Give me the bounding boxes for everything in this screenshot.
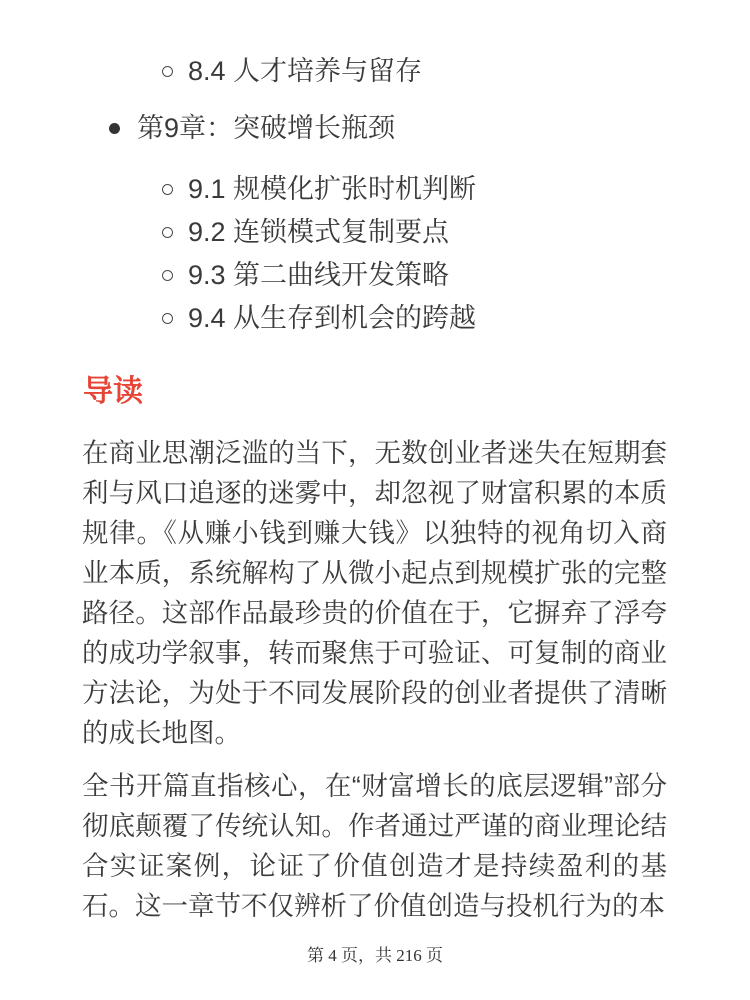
toc-item (0, 168, 750, 211)
intro-paragraph: 在商业思潮泛滥的当下，无数创业者迷失在短期套利与风口追逐的迷雾中，却忽视了财富积累的本质规律。《从赚小钱到赚大钱》以独特的视角切入商业本质，系统解构了从微小起点到规模扩张的完整路径。这部作品最珍贵的价值在于，它摒弃了浮夸的成功学叙事，转而聚焦于可验证、可复制的商业方法论，为处于不同发展阶段的创业者提供了清晰的成长地图。 (82, 438, 667, 748)
toc-item-label: 9.4 从生存到机会的跨越 (188, 303, 477, 333)
toc-item-label: 9.1 规模化扩张时机判断 (188, 174, 477, 204)
toc-item-label: 第9章：突破增长瓶颈 (137, 113, 396, 143)
circle-bullet-icon (162, 270, 173, 281)
circle-bullet-icon (162, 227, 173, 238)
toc-item-label: 9.3 第二曲线开发策略 (188, 260, 450, 290)
page-number: 第 4 页，共 216 页 (307, 946, 443, 965)
toc-item (0, 50, 750, 93)
intro-paragraph: 全书开篇直指核心，在“财富增长的底层逻辑”部分彻底颠覆了传统认知。作者通过严谨的商业理论结合实证案例，论证了价值创造才是持续盈利的基石。这一章节不仅辨析了价值创造与投机行为的本 (82, 771, 667, 921)
circle-bullet-icon (162, 313, 173, 324)
toc-item-label: 9.2 连锁模式复制要点 (188, 217, 450, 247)
toc-item-chapter (0, 107, 750, 150)
table-of-contents (0, 0, 750, 340)
toc-item (0, 297, 750, 340)
circle-bullet-icon (162, 66, 173, 77)
disc-bullet-icon (109, 123, 120, 134)
toc-item (0, 211, 750, 254)
section-heading: 导读 (83, 375, 143, 408)
toc-item-label: 8.4 人才培养与留存 (188, 56, 423, 86)
toc-item (0, 254, 750, 297)
circle-bullet-icon (162, 184, 173, 195)
